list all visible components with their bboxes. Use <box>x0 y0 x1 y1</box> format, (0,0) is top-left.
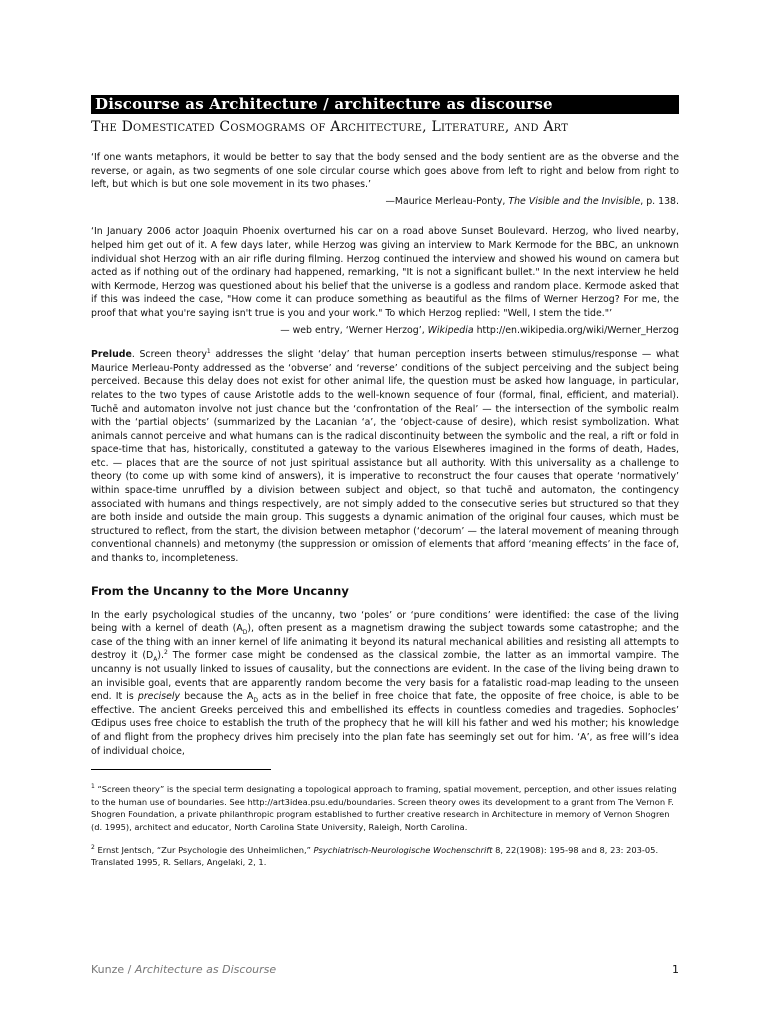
section-paragraph: In the early psychological studies of the uncanny, two ‘poles’ or ‘pure conditions’ were identified: the case of the living being with a kernel of death $(A_D)$, often present as a magnetism drawing the subject towards some catastrophe; and the case of the thing with an inner kernel of life animating it beyond its natural mechanical abilities and resisting all attempts to destroy it $(D_A).^2$ The former case might be condensed as the classical zombie, the latter as an immortal vampire. The uncanny is not usually linked to issues of causality, but the connections are evident. In the case of the living being drawn to an invisible goal, events that are apparently random become the very basis for a fatalistic road-map leading to the unseen end. It is precisely because the $A_D$ acts as in the belief in free choice that fate, the opposite of free choice, is able to be effective. The ancient Greeks perceived this and embellished its effects in countless comedies and tragedies. Sophocles’ Œdipus uses free choice to establish the truth of the prophecy that he will kill his father and wed his mother; his knowledge of and flight from the prophecy drives him precisely into the plan fate has seemingly set out for him. ‘A’, as free will’s idea of individual choice, <box>91 609 680 757</box>
document-page <box>91 95 679 869</box>
page-footer <box>91 963 679 976</box>
prelude-label: Prelude <box>91 349 132 361</box>
document-title: Discourse as Architecture / architecture as discourse <box>91 95 679 114</box>
footer-author: Kunze / <box>91 963 135 976</box>
footnote-2: $^2$ Ernst Jentsch, “Zur Psychologie des Unheimlichen,” Psychiatrisch-Neurologische Wochenschrift 8, 22(1908): 195-98 and 8, 23: 203-05. Translated 1995, R. Sellars, Angelaki, 2, 1. <box>91 843 659 868</box>
epigraph-attribution-2: — web entry, ‘Werner Herzog’, Wikipedia http://en.wikipedia.org/wiki/Werner_Herzog <box>280 324 679 336</box>
section-heading: From the Uncanny to the More Uncanny <box>91 583 349 598</box>
footnote-ref-1[interactable]: 1 <box>206 348 211 355</box>
footnote-ref-2[interactable]: 2 <box>163 649 168 657</box>
document-subtitle: The Domesticated Cosmograms of Architecture, Literature, and Art <box>91 119 569 135</box>
page-number: 1 <box>672 963 679 976</box>
epigraph-quote-1: ‘If one wants metaphors, it would be better to say that the body sensed and the body sentient are as the obverse and the reverse, or again, as two segments of one sole circular course which goes above from left to right and below from right to left, but which is but one sole movement in its two phases.’ <box>91 152 679 191</box>
footnote-divider <box>91 769 271 770</box>
footnote-1: $^1$ “Screen theory” is the special term designating a topological approach to framing, spatial movement, perception, and other issues relating to the human use of boundaries. See http://art3idea.psu.edu/boundaries. Screen theory owes its development to a grant from The Vernon F. Shogren Foundation, a private philanthropic program established to further creative research in Architecture in memory of Vernon Shogren (d. 1995), architect and educator, North Carolina State University, Raleigh, North Carolina. <box>91 783 677 832</box>
footer-title: Architecture as Discourse <box>134 963 277 976</box>
prelude-paragraph: Prelude. Screen theory$^1$ addresses the slight ‘delay’ that human perception inserts between stimulus/response — what Maurice Merleau-Ponty addressed as the ‘obverse’ and ‘reverse’ conditions of the subject perceiving and the subject being perceived. Because this delay does not exist for other animal life, the question must be asked how language, in particular, relates to the two types of cause Aristotle adds to the well-known sequence of four (formal, final, efficient, and material). Tuchē and automaton involve not just chance but the ‘confrontation of the Real’ — the intersection of the symbolic realm with the ‘partial objects’ (summarized by the Lacanian ‘a’, the ‘object-cause of desire), which resist symbolization. What animals cannot perceive and what humans can is the radical discontinuity between the symbolic and the real, a rift or fold in space-time that has, historically, constituted a gateway to the various Elsewheres imagined in the forms of death, Hades, etc. — places that are the source of not just spiritual assistance but all authority. With this universality as a challenge to theory (to come up with some kind of answers), it is imperative to reconstruct the four causes that operate ‘normatively’ within space-time unruffled by a division between subject and object, so that tuchē and automaton, the contingency associated with humans and things respectively, are not simply added to the consecutive series but structured so that they are both inside and outside the main group. This suggests a dynamic animation of the original four causes, which must be structured to reflect, from the start, the division between metaphor (‘decorum’ — the lateral movement of meaning through conventional channels) and metonymy (the suppression or omission of elements that afford ‘meaning effects’ in the face of, and thanks to, incompleteness. <box>91 348 679 565</box>
epigraph-quote-2: ‘In January 2006 actor Joaquin Phoenix overturned his car on a road above Sunset Boulevard. Herzog, who lived nearby, helped him get out of it. A few days later, while Herzog was giving an interview to Mark Kermode for the BBC, an unknown individual shot Herzog with an air rifle during filming. Herzog continued the interview and showed his wound on camera but acted as if nothing out of the ordinary had happened, remarking, "It is not a significant bullet." In the next interview he held with Kermode, Herzog was questioned about his belief that the universe is a godless and random place. Kermode asked that if this was indeed the case, "How come it can produce something as beautiful as the films of Werner Herzog? For me, the proof that what you're saying isn't true is you and your work." To which Herzog replied: "Well, I stem the tide."’ <box>91 226 679 319</box>
epigraph-attribution-1: —Maurice Merleau-Ponty, The Visible and the Invisible, p. 138. <box>385 195 679 207</box>
